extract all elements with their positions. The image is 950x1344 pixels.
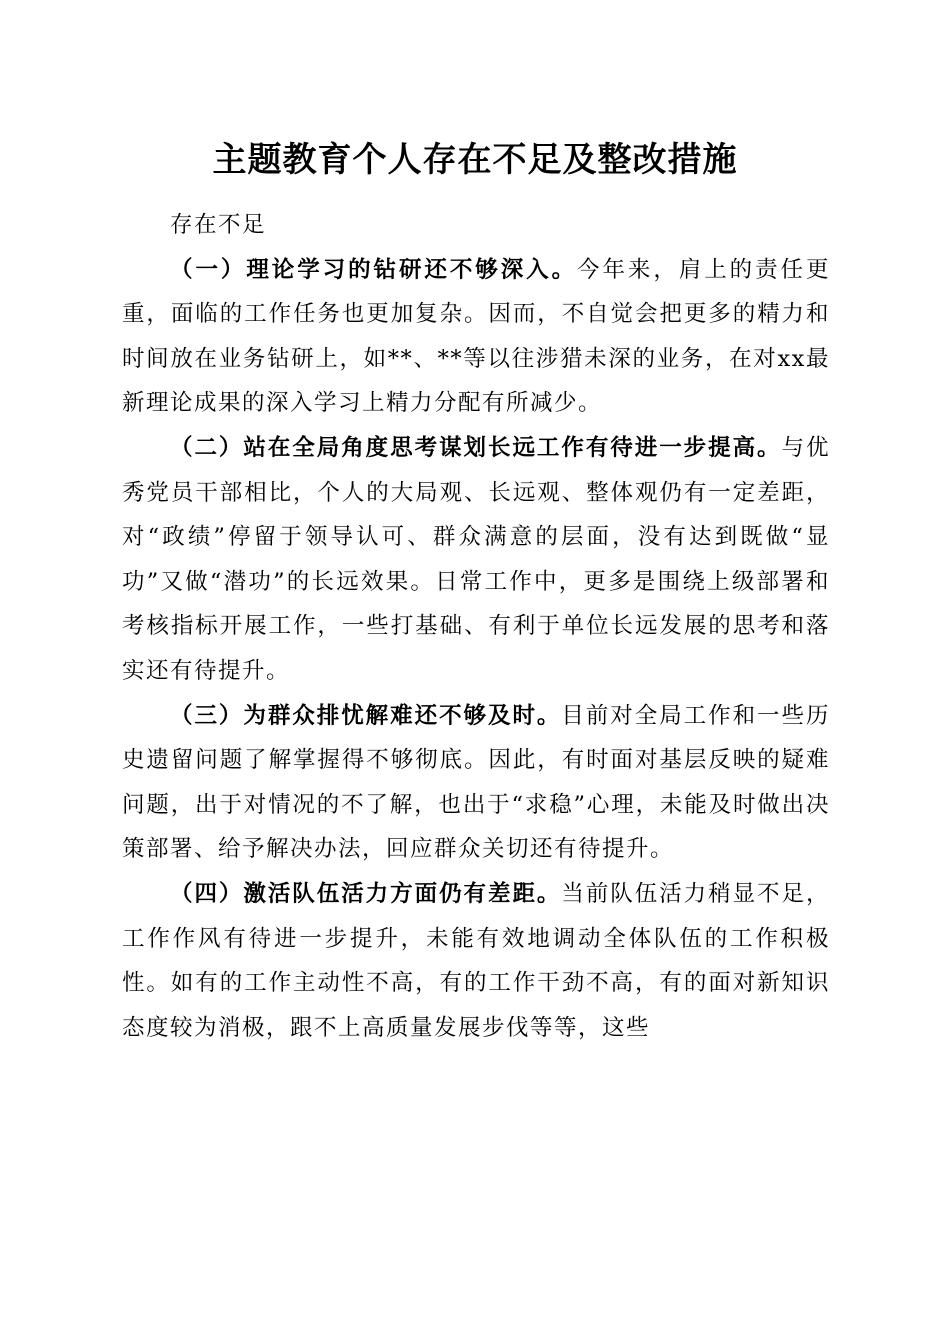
paragraph-1-lead: （一）理论学习的钻研还不够深入。 [170,256,578,283]
section-heading: 存在不足 [170,212,267,238]
paragraph-4 [122,872,830,1050]
paragraph-4-body: 当前队伍活力稍显不足，工作作风有待进一步提升，未能有效地调动全体队伍的工作积极性。如有的工作主动性不高，有的工作干劲不高，有的面对新知识态度较为消极，跟不上高质量发展步伐等等，这些 [122,880,830,1041]
paragraph-2 [122,426,830,694]
paragraph-3-lead: （三）为群众排忧解难还不够及时。 [170,702,562,729]
paragraph-1-body: 今年来，肩上的责任更重，面临的工作任务也更加复杂。因而，不自觉会把更多的精力和时间放在业务钻研上，如**、**等以往涉猎未深的业务，在对xx最新理论成果的深入学习上精力分配有所减少。 [122,256,830,417]
document-body [122,203,830,1050]
paragraph-1 [122,248,830,426]
document-title: 主题教育个人存在不足及整改措施 [212,140,738,180]
paragraph-2-body: 与优秀党员干部相比，个人的大局观、长远观、整体观仍有一定差距，对“政绩”停留于领导认可、群众满意的层面，没有达到既做“显功”又做“潜功”的长远效果。日常工作中，更多是围绕上级部署和考核指标开展工作，一些打基础、有利于单位长远发展的思考和落实还有待提升。 [122,434,830,684]
paragraph-4-lead: （四）激活队伍活力方面仍有差距。 [170,880,562,907]
paragraph-3-body: 目前对全局工作和一些历史遗留问题了解掌握得不够彻底。因此，有时面对基层反映的疑难问题，出于对情况的不了解，也出于“求稳”心理，未能及时做出决策部署、给予解决办法，回应群众关切还有待提升。 [122,702,830,863]
paragraph-3 [122,694,830,872]
paragraph-2-lead: （二）站在全局角度思考谋划长远工作有待进一步提高。 [170,434,782,461]
